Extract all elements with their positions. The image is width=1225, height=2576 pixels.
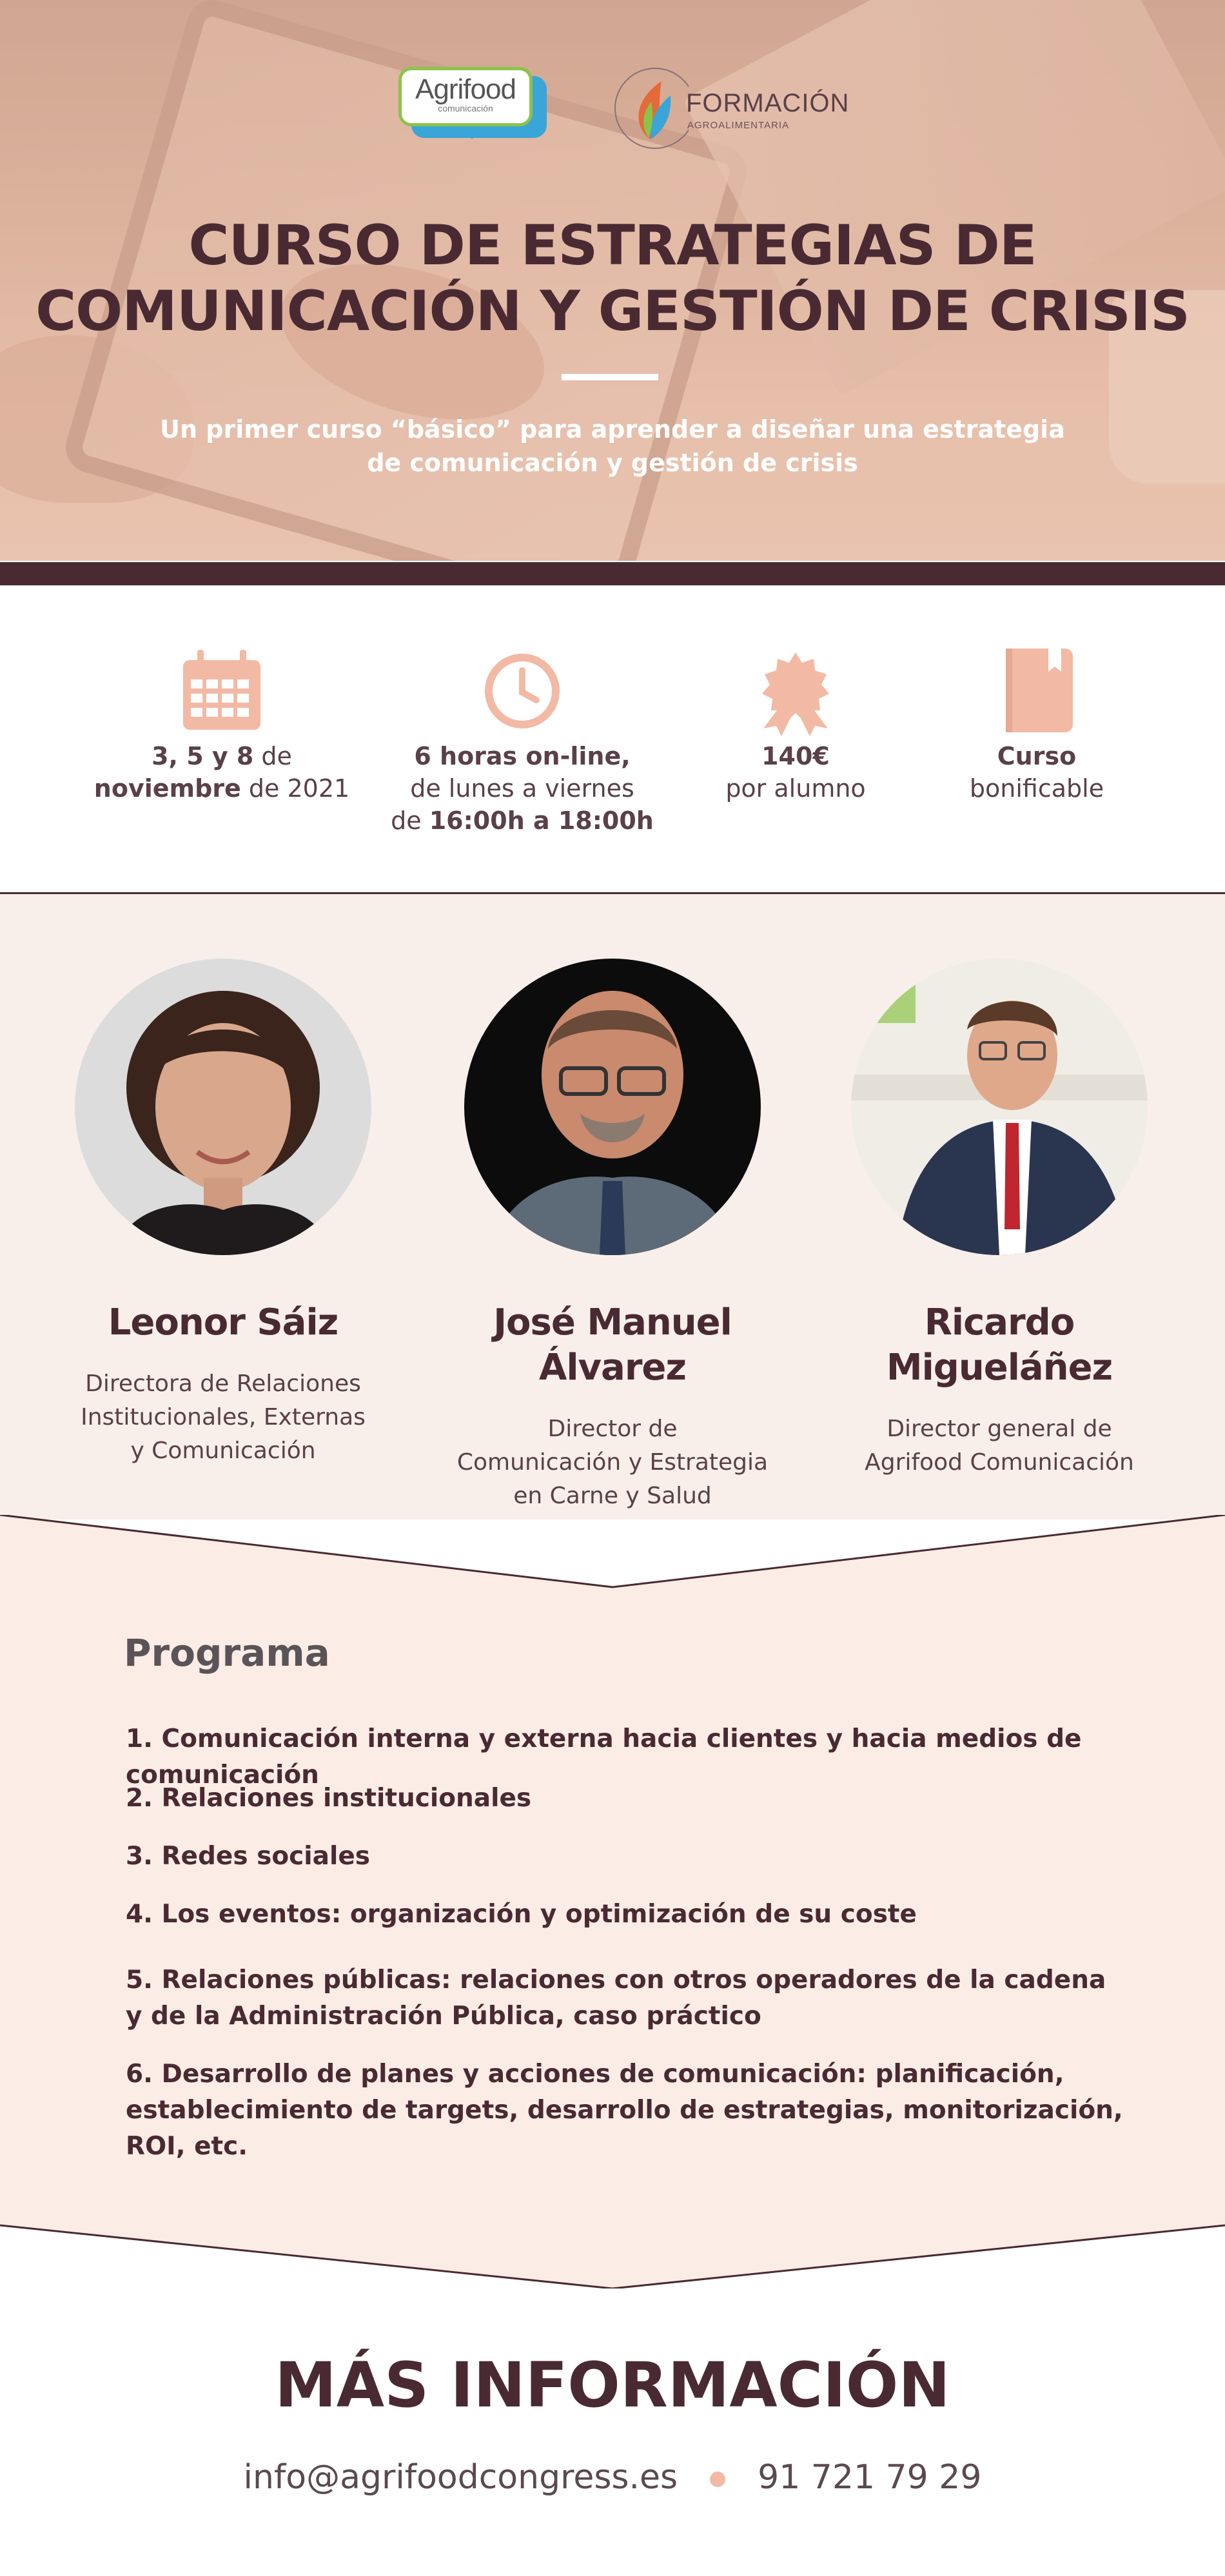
- info-bonificable-label: bonificable: [969, 774, 1104, 803]
- award-icon: [750, 646, 841, 736]
- info-dates-de: de: [253, 742, 292, 770]
- speaker-card: [30, 959, 416, 1468]
- program-item-line: establecimiento de targets, desarrollo de estrategias, monitorización, ROI, etc.: [126, 2096, 1123, 2161]
- info-price-amount: 140€: [761, 742, 830, 770]
- speaker-role-line: Agrifood Comunicación: [865, 1449, 1134, 1476]
- speaker-portrait-leonor: [75, 959, 371, 1255]
- agrifood-logo-name: Agrifood: [415, 73, 516, 105]
- speaker-role: [419, 1412, 806, 1513]
- program-title: Programa: [124, 1631, 330, 1675]
- hero-banner: [0, 0, 1225, 561]
- program-item: [126, 1839, 1170, 1875]
- speaker-role-line: Comunicación y Estrategia: [456, 1449, 769, 1476]
- formacion-logo-name: FORMACIÓN: [686, 89, 850, 117]
- clock-icon: [477, 646, 567, 736]
- speaker-card: [419, 959, 806, 1513]
- info-bonificable: [895, 646, 1179, 805]
- hero-bottom-bar: [0, 562, 1225, 585]
- info-bonificable-curso: Curso: [997, 742, 1077, 770]
- formacion-logo: [611, 62, 850, 159]
- course-subtitle-line-2: de comunicación y gestión de crisis: [367, 449, 858, 477]
- speaker-portrait-jose-manuel: [464, 959, 761, 1255]
- program-item: [126, 1897, 1170, 1933]
- program-item-line: y de la Administración Pública, caso práctico: [126, 2002, 761, 2031]
- speaker-name: Leonor Sáiz: [108, 1302, 338, 1343]
- speaker-role-line: Director de: [547, 1416, 678, 1442]
- course-subtitle: [0, 413, 1225, 480]
- info-price-per: por alumno: [725, 774, 866, 803]
- info-dates: [80, 646, 364, 805]
- speaker-photo: [75, 959, 371, 1255]
- speaker-role-line: en Carne y Salud: [513, 1483, 712, 1509]
- speaker-photo: [464, 959, 761, 1255]
- program-item-line: 5. Relaciones públicas: relaciones con otros operadores de la cadena: [126, 1966, 1106, 1995]
- info-schedule-days: de lunes a viernes: [410, 774, 634, 803]
- formacion-leaf-icon: [611, 62, 689, 159]
- speaker-role-line: y Comunicación: [130, 1438, 316, 1464]
- speaker-role: [806, 1412, 1193, 1479]
- calendar-icon: [177, 646, 267, 736]
- speaker-role-line: Director general de: [887, 1416, 1112, 1442]
- program-item-line: 3. Redes sociales: [126, 1842, 371, 1871]
- more-info-title: MÁS INFORMACIÓN: [275, 2349, 950, 2421]
- title-underline: [562, 374, 658, 380]
- speaker-name: Ricardo Migueláñez: [886, 1302, 1113, 1389]
- formacion-logo-sub: AGROALIMENTARIA: [687, 120, 790, 131]
- course-title: [0, 213, 1225, 344]
- agrifood-logo: [398, 67, 548, 144]
- program-item: [126, 2056, 1170, 2165]
- course-title-line-1: CURSO DE ESTRATEGIAS DE: [188, 213, 1037, 278]
- program-item-line: 2. Relaciones institucionales: [126, 1784, 532, 1813]
- contact-line: [0, 2455, 1225, 2500]
- program-item-line: 4. Los eventos: organización y optimización de su coste: [126, 1900, 917, 1929]
- program-item: [126, 1781, 1170, 1817]
- course-subtitle-line-1: Un primer curso “básico” para aprender a diseñar una estrategia: [160, 415, 1065, 444]
- info-schedule: [380, 646, 664, 837]
- contact-phone-link[interactable]: 91 721 79 29: [758, 2458, 982, 2497]
- speaker-role-line: Directora de Relaciones: [85, 1371, 361, 1397]
- speaker-role-line: Institucionales, Externas: [81, 1404, 366, 1430]
- course-info-strip: [0, 585, 1225, 893]
- speaker-card: [806, 959, 1193, 1479]
- info-schedule-hours: 6 horas on-line,: [414, 742, 631, 770]
- agrifood-logo-sub: comunicación: [438, 103, 493, 113]
- contact-email-link[interactable]: info@agrifoodcongress.es: [243, 2458, 678, 2497]
- info-schedule-time: 16:00h a 18:00h: [429, 806, 654, 835]
- speaker-name: José Manuel Álvarez: [493, 1302, 732, 1389]
- course-title-line-2: COMUNICACIÓN Y GESTIÓN DE CRISIS: [35, 279, 1190, 344]
- speaker-photo: [851, 959, 1148, 1255]
- speakers-section: [0, 894, 1225, 1519]
- book-icon: [992, 646, 1082, 736]
- program-item-line: 6. Desarrollo de planes y acciones de comunicación: planificación,: [126, 2060, 1064, 2089]
- info-schedule-de: de: [391, 806, 429, 835]
- speaker-portrait-ricardo: [851, 959, 1148, 1255]
- speaker-role: [30, 1367, 416, 1468]
- separator-dot-icon: [710, 2472, 725, 2487]
- info-dates-month: noviembre: [93, 774, 241, 803]
- program-item: [126, 1962, 1170, 2034]
- info-dates-days: 3, 5 y 8: [152, 742, 254, 770]
- info-dates-year: de 2021: [240, 774, 350, 803]
- program-item-line: 1. Comunicación interna y externa hacia clientes y hacia medios de comunicación: [126, 1724, 1082, 1790]
